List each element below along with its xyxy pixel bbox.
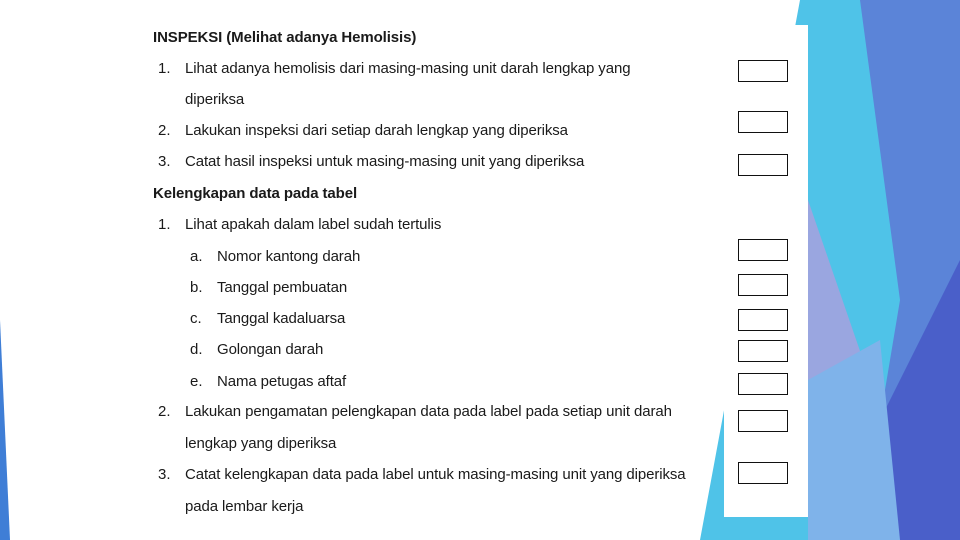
section-inspection-title: INSPEKSI (Melihat adanya Hemolisis) [153, 29, 417, 46]
subitem-letter: d. [190, 341, 203, 358]
completeness-step-2-line-1: Lakukan pengamatan pelengkapan data pada label pada setiap unit darah [185, 403, 672, 420]
completeness-step-1: Lihat apakah dalam label sudah tertulis [185, 216, 442, 233]
subitem-letter: b. [190, 279, 203, 296]
completeness-step-2-line-2: lengkap yang diperiksa [185, 435, 337, 452]
subitem-staff-name: Nama petugas aftaf [217, 373, 347, 390]
inspection-step-3: Catat hasil inspeksi untuk masing-masing unit yang diperiksa [185, 153, 585, 170]
item-number: 2. [158, 403, 171, 420]
completeness-step-3-line-1: Catat kelengkapan data pada label untuk masing-masing unit yang diperiksa [185, 466, 686, 483]
item-number: 2. [158, 122, 171, 139]
item-number: 3. [158, 466, 171, 483]
item-number: 1. [158, 216, 171, 233]
item-number: 1. [158, 60, 171, 77]
checkbox-subitem-b[interactable] [738, 274, 788, 296]
checkbox-subitem-e[interactable] [738, 373, 788, 395]
inspection-step-2: Lakukan inspeksi dari setiap darah lengkap yang diperiksa [185, 122, 568, 139]
inspection-step-1-line-1: Lihat adanya hemolisis dari masing-masing unit darah lengkap yang [185, 60, 631, 77]
subitem-production-date: Tanggal pembuatan [217, 279, 348, 296]
checkbox-inspection-3[interactable] [738, 154, 788, 176]
checkbox-completeness-3[interactable] [738, 462, 788, 484]
subitem-letter: c. [190, 310, 202, 327]
completeness-step-3-line-2: pada lembar kerja [185, 498, 304, 515]
checkbox-subitem-d[interactable] [738, 340, 788, 362]
checkbox-subitem-c[interactable] [738, 309, 788, 331]
subitem-expiry-date: Tanggal kadaluarsa [217, 310, 346, 327]
checkbox-inspection-1[interactable] [738, 60, 788, 82]
checkbox-subitem-a[interactable] [738, 239, 788, 261]
subitem-letter: e. [190, 373, 203, 390]
section-completeness-title: Kelengkapan data pada tabel [153, 185, 358, 202]
item-number: 3. [158, 153, 171, 170]
subitem-letter: a. [190, 248, 203, 265]
subitem-blood-bag-number: Nomor kantong darah [217, 248, 361, 265]
inspection-step-1-line-2: diperiksa [185, 91, 245, 108]
checkbox-inspection-2[interactable] [738, 111, 788, 133]
checkbox-completeness-2[interactable] [738, 410, 788, 432]
subitem-blood-type: Golongan darah [217, 341, 324, 358]
